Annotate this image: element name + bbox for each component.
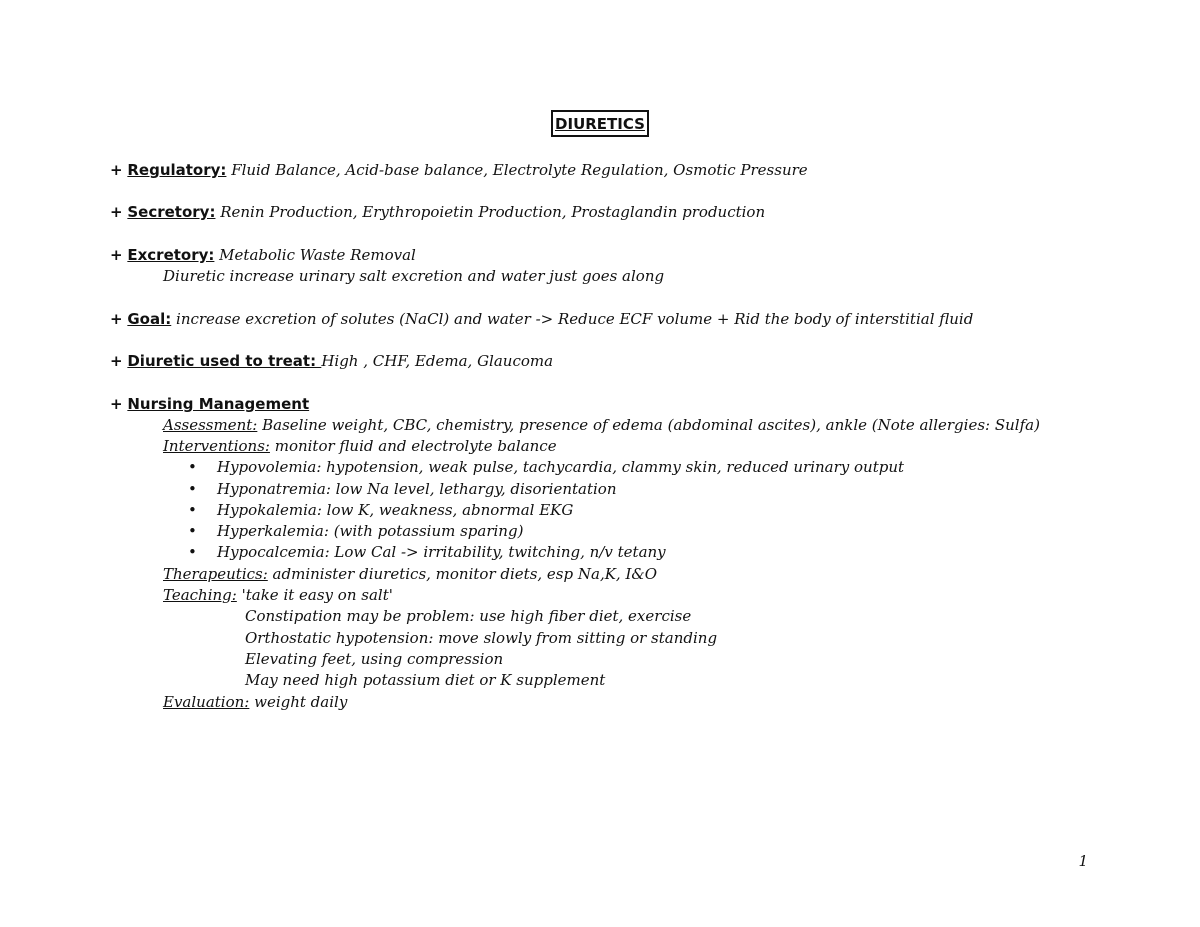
bullet-text: Hypokalemia: low K, weakness, abnormal EKG [217,501,574,519]
assessment-line [163,415,1040,436]
secretory-line [110,202,765,223]
excretory-line [110,245,416,266]
bullet-icon: • [188,501,197,519]
assessment-text: Baseline weight, CBC, chemistry, presence of edema (abdominal ascites), ankle (Note allergies: Sulfa) [257,416,1040,434]
teaching-text: 'take it easy on salt' [236,586,393,604]
plus-marker: + [110,395,123,413]
bullet-icon: • [188,458,197,476]
secretory-label: Secretory: [127,203,216,221]
plus-marker: + [110,161,123,179]
plus-marker: + [110,246,123,264]
therapeutics-label: Therapeutics: [163,565,268,583]
bullet-text: Hyponatremia: low Na level, lethargy, disorientation [217,480,617,498]
teaching-label: Teaching: [163,586,237,604]
plus-marker: + [110,310,123,328]
bullet-text: Hyperkalemia: (with potassium sparing) [217,522,524,540]
teaching-item: Orthostatic hypotension: move slowly from sitting or standing [245,629,718,647]
list-item [188,500,573,521]
regulatory-text: Fluid Balance, Acid-base balance, Electrolyte Regulation, Osmotic Pressure [226,161,808,179]
nursing-label: Nursing Management [127,395,310,413]
excretory-subtext: Diuretic increase urinary salt excretion and water just goes along [163,267,665,285]
secretory-text: Renin Production, Erythropoietin Production, Prostaglandin production [215,203,766,221]
teaching-item: May need high potassium diet or K supplement [245,671,606,689]
plus-marker: + [110,203,123,221]
bullet-text: Hypocalcemia: Low Cal -> irritability, twitching, n/v tetany [217,543,666,561]
list-item [188,479,617,500]
treat-label: Diuretic used to treat: [127,352,322,370]
list-item [188,521,523,542]
plus-marker: + [110,352,123,370]
interventions-line [163,436,557,457]
assessment-label: Assessment: [163,416,258,434]
page-title: DIURETICS [551,110,649,137]
interventions-label: Interventions: [163,437,270,455]
bullet-icon: • [188,480,197,498]
nursing-line [110,394,309,415]
goal-label: Goal: [127,310,172,328]
therapeutics-text: administer diuretics, monitor diets, esp Na,K, I&O [267,565,658,583]
teaching-line [163,585,393,606]
excretory-label: Excretory: [127,246,215,264]
treat-line [110,351,553,372]
excretory-text: Metabolic Waste Removal [214,246,416,264]
page-number: 1 [1078,852,1088,870]
list-item [188,457,904,478]
title-container [0,110,1200,137]
list-item [188,542,666,563]
regulatory-label: Regulatory: [127,161,227,179]
regulatory-line [110,160,808,181]
teaching-item: Elevating feet, using compression [245,650,504,668]
interventions-text: monitor fluid and electrolyte balance [269,437,557,455]
bullet-icon: • [188,543,197,561]
treat-text: High , CHF, Edema, Glaucoma [321,352,554,370]
teaching-item: Constipation may be problem: use high fiber diet, exercise [245,607,692,625]
bullet-icon: • [188,522,197,540]
goal-line [110,309,973,330]
goal-text: increase excretion of solutes (NaCl) and water -> Reduce ECF volume + Rid the body of interstitial fluid [171,310,974,328]
evaluation-label: Evaluation: [163,693,250,711]
evaluation-text: weight daily [249,693,348,711]
bullet-text: Hypovolemia: hypotension, weak pulse, tachycardia, clammy skin, reduced urinary output [217,458,905,476]
evaluation-line [163,692,347,713]
therapeutics-line [163,564,657,585]
